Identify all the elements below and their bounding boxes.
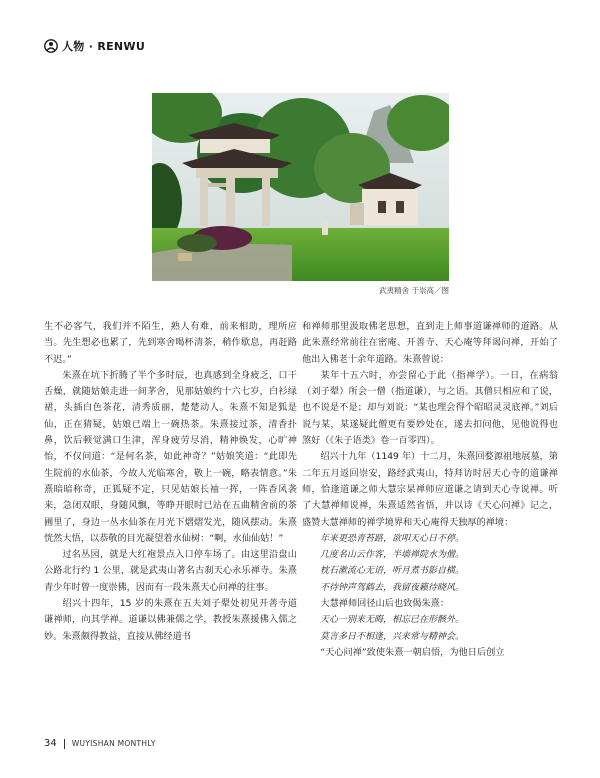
paragraph: 绍兴十四年，15 岁的朱熹在五夫刘子翚处初见开善寺道谦禅师，向其学禅。道谦以佛兼儒之学，教授朱熹援佛入儒之妙。朱熹颇得教益，直接从佛经道书 (44, 598, 297, 642)
verse-dahui (302, 612, 558, 645)
paragraph: 和禅师那里汲取佛老思想，直到走上师事道谦禅师的道路。从此朱熹经常前往在密庵、开善寺、天心庵等拜谒问禅，开始了他出入佛老十余年道路。朱熹曾说： (302, 321, 558, 365)
right-column (302, 319, 558, 661)
paragraph: 绍兴十九年（1149 年）十二月，朱熹回婺源祖地展墓，第二年五月返回崇安，路经武夷山，特拜访时居天心寺的道谦禅师，恰逢道谦之师大慧宗杲禅师应道谦之请到天心寺说禅。听了大慧禅师说禅，朱熹适然省悟，并以诗《天心问禅》记之，盛赞大慧禅师的禅学境界和天心庵得天独厚的禅境： (302, 451, 559, 528)
wuyi-jingshe-photo (152, 93, 449, 281)
photo-caption: 武夷精舍 于崇高／图 (379, 286, 449, 295)
paragraph: 过名丛园，就是大红袍景点入口停车场了。由这里沿盘山公路北行约 1 公里，就是武夷山著名古刹天心永乐禅寺。朱熹青少年时曾一度崇佛，因而有一段朱熹天心问禅的往事。 (44, 549, 297, 593)
section-title: 人物 · RENWU (62, 40, 146, 53)
page-footer (44, 738, 156, 749)
poem-line: 不待钟声驾鹤去，我留夜籁待晓风。 (320, 582, 465, 593)
left-column (44, 319, 297, 645)
poem-line: 几度名山云作客，半墙禅院水为僧。 (320, 550, 465, 561)
paragraph: 某年十五六时，亦尝留心于此（指禅学）。一日，在病翁（刘子翚）所会一僧（指道谦），与之语。其僧只相应和了说，也不说是不是；却与刘说：“某也理会得个昭昭灵灵底禅。”刘后说与某，某遂疑此僧更有要妙处在，遂去扣问他，见他说得也煞好（《朱子语类》卷一百零四）。 (302, 369, 558, 447)
poem-line: 天心一别来无晦，相忘已在形骸外。 (320, 615, 465, 626)
paragraph: 大慧禅师回径山后也致偈朱熹： (320, 598, 450, 610)
section-logo-icon (44, 39, 58, 53)
section-header (44, 38, 145, 54)
poem-line: 莫言多日不相逢，兴来常与精神会。 (320, 631, 465, 642)
page-number: 34 (44, 738, 57, 749)
footer-divider (64, 739, 65, 749)
paragraph: 朱熹在坑下折腾了半个多时辰，也真感到全身疲乏，口干舌燥，就随姑娘走进一间茅舍，见那姑娘约十六七岁，白衫绿裙，头插白色茶花，清秀质丽，楚楚动人。朱熹不知是狐是仙，正在猜疑，姑娘已端上一碗热茶。朱熹接过茶，清香扑鼻，饮后顿觉满口生津，浑身疲劳尽消，精神焕发，心旷神怡，不仅问道：“是何名茶，如此神奇？”姑娘笑道：“此即先生院前的水仙茶，今故人光临寒舍，敬上一碗，略表情意。”朱熹暗暗称奇，正狐疑不定，只见姑娘长袖一挥，一阵香风袭来，急闭双眼，身随风飘，等睁开眼时已站在五曲精舍前的茶圃里了，身边一丛水仙茶在月光下熠熠发光，随风摆动。朱熹恍然大悟，以恭敬的目光凝望着水仙树：“啊，水仙仙姑！” (44, 369, 297, 544)
poem-line: 年来更恐青苔路，欲叩天心日不停。 (320, 533, 465, 544)
magazine-name: WUYISHAN MONTHLY (71, 739, 156, 748)
paragraph: 生不必客气，我们并不陌生，熟人有难，前来相助，理所应当。先生想必也累了，先到寒舍喝杯清茶，稍作歇息，再赶路不迟。” (44, 321, 297, 365)
poem-line: 枕石漱流心无语，听月煮书影自横。 (320, 566, 465, 577)
poem-tianxin-wenchan (302, 531, 558, 596)
paragraph: “天心问禅”致使朱熹一朝启悟，为他日后创立 (320, 646, 505, 658)
